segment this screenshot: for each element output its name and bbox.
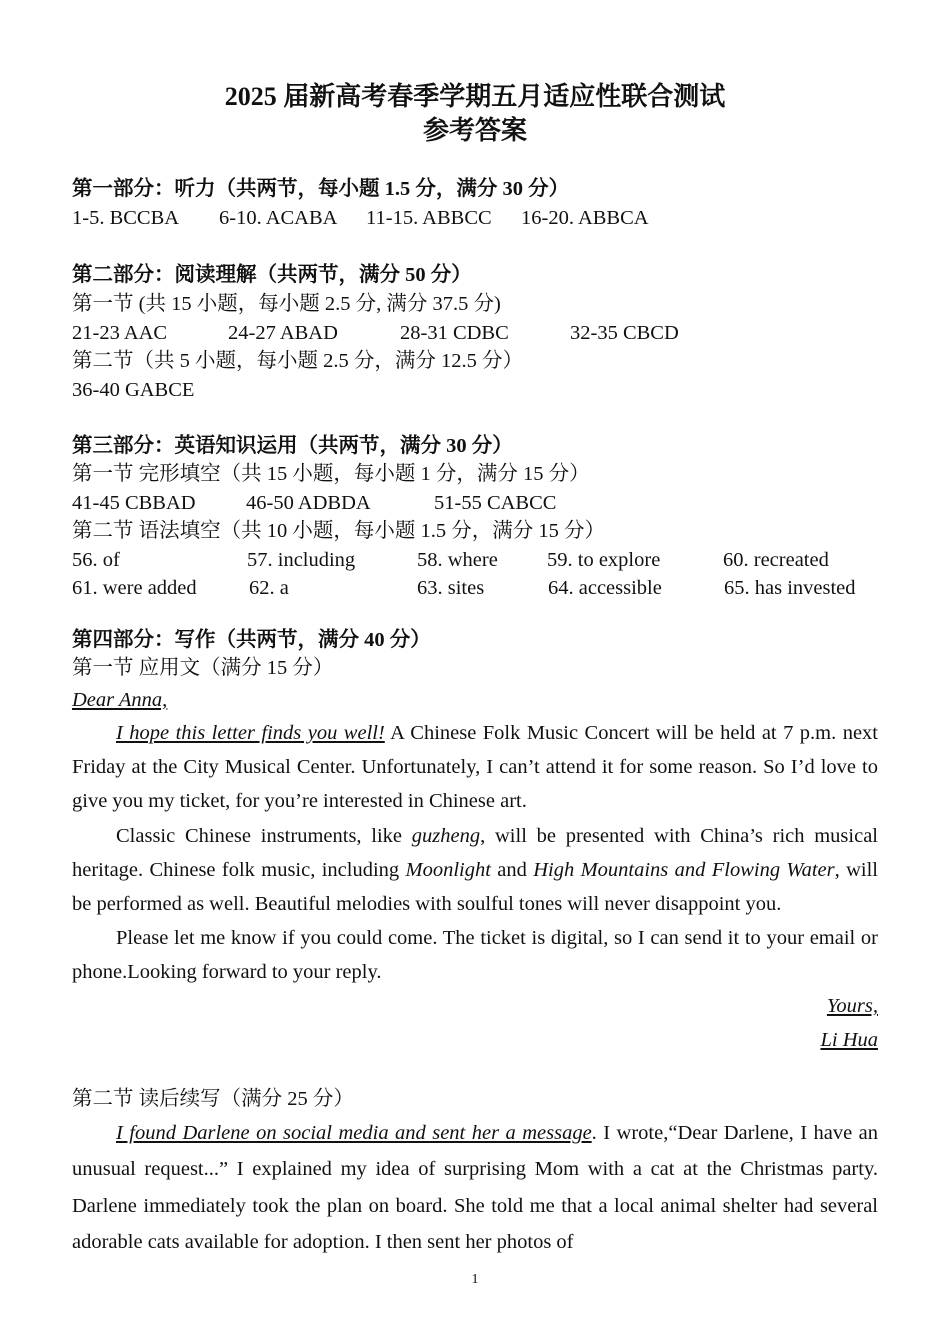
answer-group: 11-15. ABBCC [366,207,492,229]
story-text: . I wrote,“Dear Darlene, I have an unusual request...” I explained my idea of surprising Mom with a cat at the Christmas party. Darlene immediately took the plan on board. She told me that a local animal shelter had several adorable cats available for adoption. I then sent her photos of [72,1122,878,1254]
letter-text: Please let me know if you could come. The ticket is digital, so I can send it to your email or phone.Looking forward to your reply. [72,927,878,984]
part3-section2: 第二节 语法填空（共 10 小题，每小题 1.5 分，满分 15 分） [72,520,605,542]
part3-heading: 第三部分：英语知识运用（共两节，满分 30 分） [72,435,513,457]
part1-heading: 第一部分：听力（共两节，每小题 1.5 分，满分 30 分） [72,178,570,200]
grammar-answer: 59. to explore [547,549,661,571]
letter-signature: Li Hua [820,1029,878,1051]
letter-text: A Chinese Folk Music Concert will be held at 7 p.m. next Friday at the City Musical Center. Unfortunately, I can’t attend it for some reason. So I’d love to give you my ticket, for you’re interested in Chinese art. [72,722,878,813]
grammar-answer: 56. of [72,549,120,571]
part2-section1: 第一节 (共 15 小题，每小题 2.5 分, 满分 37.5 分) [72,293,501,315]
part4-section2: 第二节 读后续写（满分 25 分） [72,1088,354,1110]
part4-heading: 第四部分：写作（共两节，满分 40 分） [72,629,431,651]
grammar-answer: 58. where [417,549,498,571]
answer-group: 21-23 AAC [72,322,168,344]
part2-heading: 第二部分：阅读理解（共两节，满分 50 分） [72,264,472,286]
part4-section1: 第一节 应用文（满分 15 分） [72,657,334,679]
document-title: 2025 届新高考春季学期五月适应性联合测试 [224,82,726,111]
story-opening-sentence: I found Darlene on social media and sent her a message [116,1122,592,1144]
instrument-name: guzheng [411,824,481,847]
letter-body [72,716,878,990]
answer-group: 6-10. ACABA [219,207,338,229]
letter-text: , will be performed as well. Beautiful melodies with soulful tones will never disappoint you. [72,858,879,916]
music-title: Moonlight [405,858,491,881]
grammar-answer: 65. has invested [724,577,856,599]
document-subtitle: 参考答案 [422,116,527,145]
grammar-answer: 61. were added [72,577,197,599]
letter-greeting: Dear Anna, [72,689,168,711]
grammar-answers-row2 [72,575,878,601]
grammar-answer: 60. recreated [723,549,829,571]
letter-opening-sentence: I hope this letter finds you well! [116,722,385,744]
letter-text: , will be presented with China’s rich musical heritage. Chinese folk music, including [72,824,878,881]
answer-group: 51-55 CABCC [434,492,557,514]
grammar-answer: 63. sites [417,577,485,599]
part3-section1: 第一节 完形填空（共 15 小题，每小题 1 分，满分 15 分） [72,463,590,485]
answer-group: 24-27 ABAD [228,322,338,344]
music-title: High Mountains and Flowing Water [533,858,835,881]
answer-group: 46-50 ADBDA [246,492,371,514]
letter-paragraph [72,819,878,922]
letter-text: Classic Chinese instruments, like [116,824,412,847]
part3-section1-answers [72,490,878,516]
answer-group: 16-20. ABBCA [521,207,649,229]
part1-answers [72,205,878,231]
letter-paragraph [72,921,878,989]
grammar-answer: 64. accessible [548,577,662,599]
page-number: 1 [471,1272,479,1287]
story-continuation [72,1115,878,1261]
part2-section2: 第二节（共 5 小题，每小题 2.5 分，满分 12.5 分） [72,350,523,372]
grammar-answer: 62. a [249,577,289,599]
grammar-answer: 57. including [247,549,356,571]
letter-closing: Yours, [826,995,878,1017]
letter-text: and [490,858,534,881]
part2-section2-answers: 36-40 GABCE [72,379,195,401]
answer-group: 32-35 CBCD [570,322,679,344]
part2-section1-answers [72,320,878,346]
grammar-answers-row1 [72,547,878,573]
answer-group: 41-45 CBBAD [72,492,196,514]
answer-group: 28-31 CDBC [400,322,509,344]
story-paragraph [72,1115,878,1261]
letter-paragraph [72,716,878,819]
answer-group: 1-5. BCCBA [72,207,180,229]
